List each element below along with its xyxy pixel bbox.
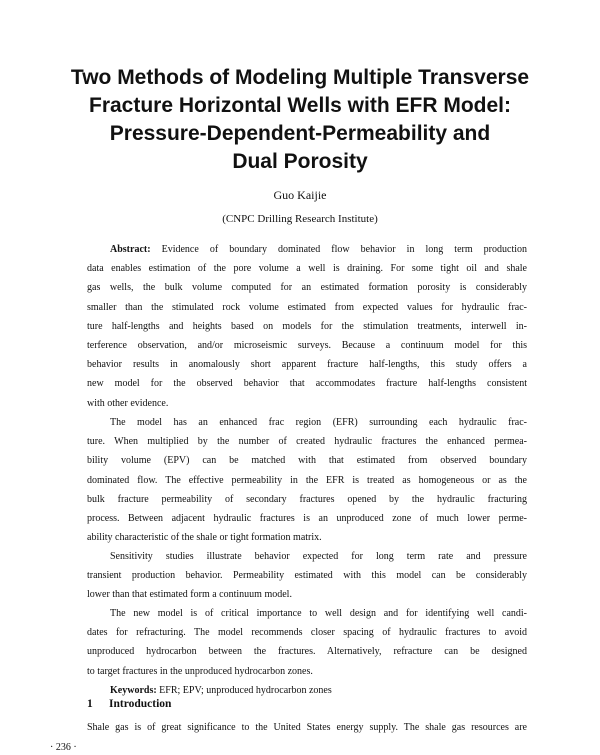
abstract-line: terference observation, and/or microseismic surveys. Because a continuum model for this	[87, 340, 527, 352]
paragraph-line: unproduced hydrocarbon between the fractures. Alternatively, refracture can be designed	[87, 646, 527, 658]
abstract-text: Evidence of boundary dominated flow behavior in long term production	[161, 244, 527, 255]
paragraph-line: transient production behavior. Permeability estimated with this model can be considerably	[87, 570, 527, 582]
paragraph-line: bility volume (EPV) can be matched with that estimated from observed boundary	[87, 455, 527, 467]
paragraph	[87, 413, 527, 547]
paragraph	[87, 547, 527, 605]
paragraph-line: The new model is of critical importance to well design and for identifying well candi-	[110, 608, 527, 619]
paragraph-line: lower than that estimated form a continuum model.	[87, 589, 292, 601]
paragraph-line: to target fractures in the unproduced hydrocarbon zones.	[87, 665, 313, 677]
section-heading	[87, 698, 171, 710]
abstract-line: ture half-lengths and heights based on models for the stimulation treatments, interwell in-	[87, 320, 527, 332]
title-line: Two Methods of Modeling Multiple Transverse	[70, 66, 530, 89]
paragraph-line: The model has an enhanced frac region (EFR) surrounding each hydraulic frac-	[110, 417, 527, 428]
abstract	[87, 240, 527, 413]
abstract-label: Abstract:	[110, 244, 151, 255]
abstract-line: gas wells, the bulk volume computed for an estimated formation porosity is considerably	[87, 282, 527, 294]
abstract-line: data enables estimation of the pore volume a well is draining. For some tight oil and shale	[87, 263, 527, 275]
title-line: Dual Porosity	[232, 150, 368, 173]
paragraph-line: ability characteristic of the shale or tight formation matrix.	[87, 532, 322, 544]
title-line: Fracture Horizontal Wells with EFR Model:	[89, 94, 511, 117]
section-number: 1	[87, 698, 93, 710]
paragraph-line: ture. When multiplied by the number of created hydraulic fractures the enhanced permea-	[87, 436, 527, 448]
intro-paragraph-line: Shale gas is of great significance to the United States energy supply. The shale gas resources are	[87, 722, 527, 733]
author-name: Guo Kaijie	[273, 188, 327, 202]
abstract-line	[87, 240, 527, 259]
author-affiliation: (CNPC Drilling Research Institute)	[222, 213, 378, 225]
keywords-label: Keywords:	[110, 684, 157, 696]
abstract-line: with other evidence.	[87, 397, 169, 409]
paragraph-line: bulk fracture permeability of secondary fractures opened by the hydraulic fracturing	[87, 493, 527, 505]
keywords-text: EFR; EPV; unproduced hydrocarbon zones	[159, 684, 332, 696]
abstract-line: behavior results in anomalously short apparent fracture half-lengths, this study offers a	[87, 359, 527, 371]
paragraph-line: dominated flow. The effective permeability in the EFR is treated as homogeneous or as the	[87, 474, 527, 486]
abstract-line: new model for the observed behavior that accommodates fracture half-lengths consistent	[87, 378, 527, 390]
page-number: · 236 ·	[50, 742, 77, 753]
paragraph-line: process. Between adjacent hydraulic fractures is an unproduced zone of much lower perme-	[87, 513, 527, 525]
section-title: Introduction	[109, 698, 172, 710]
abstract-line: smaller than the stimulated rock volume estimated from expected values for hydraulic frac-	[87, 301, 527, 313]
paragraph-line: dates for refracturing. The model recommends closer spacing of hydraulic fractures to avoid	[87, 627, 527, 639]
paper-title	[40, 64, 560, 176]
paragraph-line: Sensitivity studies illustrate behavior expected for long term rate and pressure	[110, 551, 527, 562]
title-line: Pressure-Dependent-Permeability and	[109, 122, 491, 145]
paragraph	[87, 604, 527, 700]
